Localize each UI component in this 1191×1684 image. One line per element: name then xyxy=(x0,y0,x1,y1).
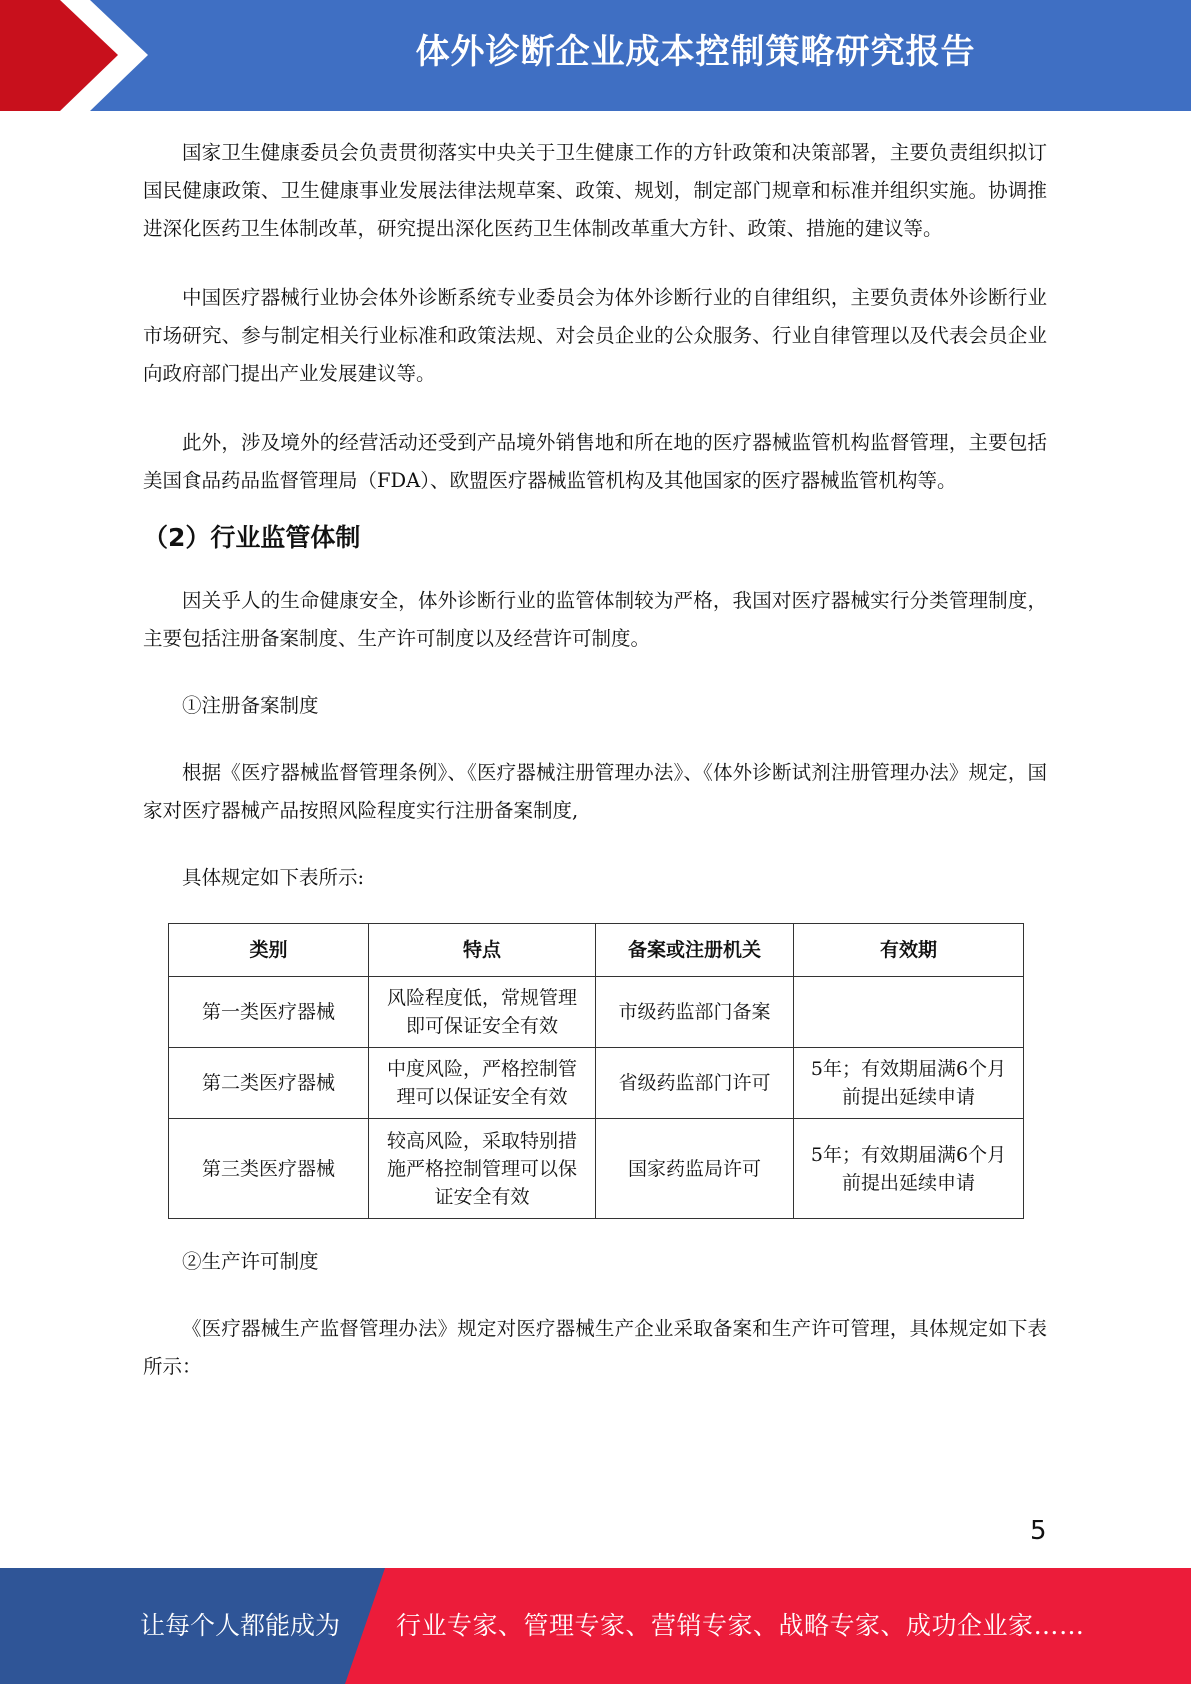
table-cell xyxy=(794,977,1024,1048)
paragraph-registration: 根据《医疗器械监督管理条例》、《医疗器械注册管理办法》、《体外诊断试剂注册管理办法》规定，国家对医疗器械产品按照风险程度实行注册备案制度, xyxy=(143,761,1047,822)
table-cell: 较高风险，采取特别措施严格控制管理可以保证安全有效 xyxy=(369,1119,596,1219)
table-cell: 第三类医疗器械 xyxy=(169,1119,369,1219)
table-cell: 5年；有效期届满6个月前提出延续申请 xyxy=(794,1048,1024,1119)
table-cell: 5年；有效期届满6个月前提出延续申请 xyxy=(794,1119,1024,1219)
registration-table-wrap xyxy=(168,923,1023,1219)
table-header-cell: 类别 xyxy=(169,924,369,977)
footer-slogan-right: 行业专家、管理专家、营销专家、战略专家、成功企业家…… xyxy=(396,1611,1085,1640)
report-title: 体外诊断企业成本控制策略研究报告 xyxy=(415,32,976,72)
table-row xyxy=(169,977,1024,1048)
table-cell: 国家药监局许可 xyxy=(596,1119,794,1219)
table-row xyxy=(169,1048,1024,1119)
paragraph-table-intro: 具体规定如下表所示: xyxy=(182,866,365,889)
subheading-production: ②生产许可制度 xyxy=(182,1250,319,1273)
table-cell: 市级药监部门备案 xyxy=(596,977,794,1048)
paragraph-regulation: 因关乎人的生命健康安全，体外诊断行业的监管体制较为严格，我国对医疗器械实行分类管理制度，主要包括注册备案制度、生产许可制度以及经营许可制度。 xyxy=(143,589,1047,650)
footer-slogan-left: 让每个人都能成为 xyxy=(140,1611,341,1640)
paragraph-production: 《医疗器械生产监督管理办法》规定对医疗器械生产企业采取备案和生产许可管理，具体规定如下表所示： xyxy=(143,1317,1047,1378)
table-cell: 省级药监部门许可 xyxy=(596,1048,794,1119)
table-cell: 第一类医疗器械 xyxy=(169,977,369,1048)
table-cell: 第二类医疗器械 xyxy=(169,1048,369,1119)
table-header-cell: 备案或注册机关 xyxy=(596,924,794,977)
table-header-row xyxy=(169,924,1024,977)
paragraph-association: 中国医疗器械行业协会体外诊断系统专业委员会为体外诊断行业的自律组织，主要负责体外诊断行业市场研究、参与制定相关行业标准和政策法规、对会员企业的公众服务、行业自律管理以及代表会员企业向政府部门提出产业发展建议等。 xyxy=(143,286,1047,385)
section-heading: （2）行业监管体制 xyxy=(143,523,361,552)
paragraph-nhc: 国家卫生健康委员会负责贯彻落实中央关于卫生健康工作的方针政策和决策部署，主要负责组织拟订国民健康政策、卫生健康事业发展法律法规草案、政策、规划，制定部门规章和标准并组织实施。协调推进深化医药卫生体制改革，研究提出深化医药卫生体制改革重大方针、政策、措施的建议等。 xyxy=(143,141,1047,240)
paragraph-overseas: 此外，涉及境外的经营活动还受到产品境外销售地和所在地的医疗器械监管机构监督管理，主要包括美国食品药品监督管理局（FDA）、欧盟医疗器械监管机构及其他国家的医疗器械监管机构等。 xyxy=(143,431,1047,492)
page-footer xyxy=(0,1568,1191,1684)
page-number: 5 xyxy=(1030,1516,1047,1546)
main-content xyxy=(143,134,1047,1386)
subheading-registration: ①注册备案制度 xyxy=(182,694,319,717)
table-header-cell: 有效期 xyxy=(794,924,1024,977)
table-cell: 中度风险，严格控制管理可以保证安全有效 xyxy=(369,1048,596,1119)
table-row xyxy=(169,1119,1024,1219)
table-cell: 风险程度低，常规管理即可保证安全有效 xyxy=(369,977,596,1048)
page-header xyxy=(0,0,1191,111)
table-header-cell: 特点 xyxy=(369,924,596,977)
registration-table xyxy=(168,923,1024,1219)
